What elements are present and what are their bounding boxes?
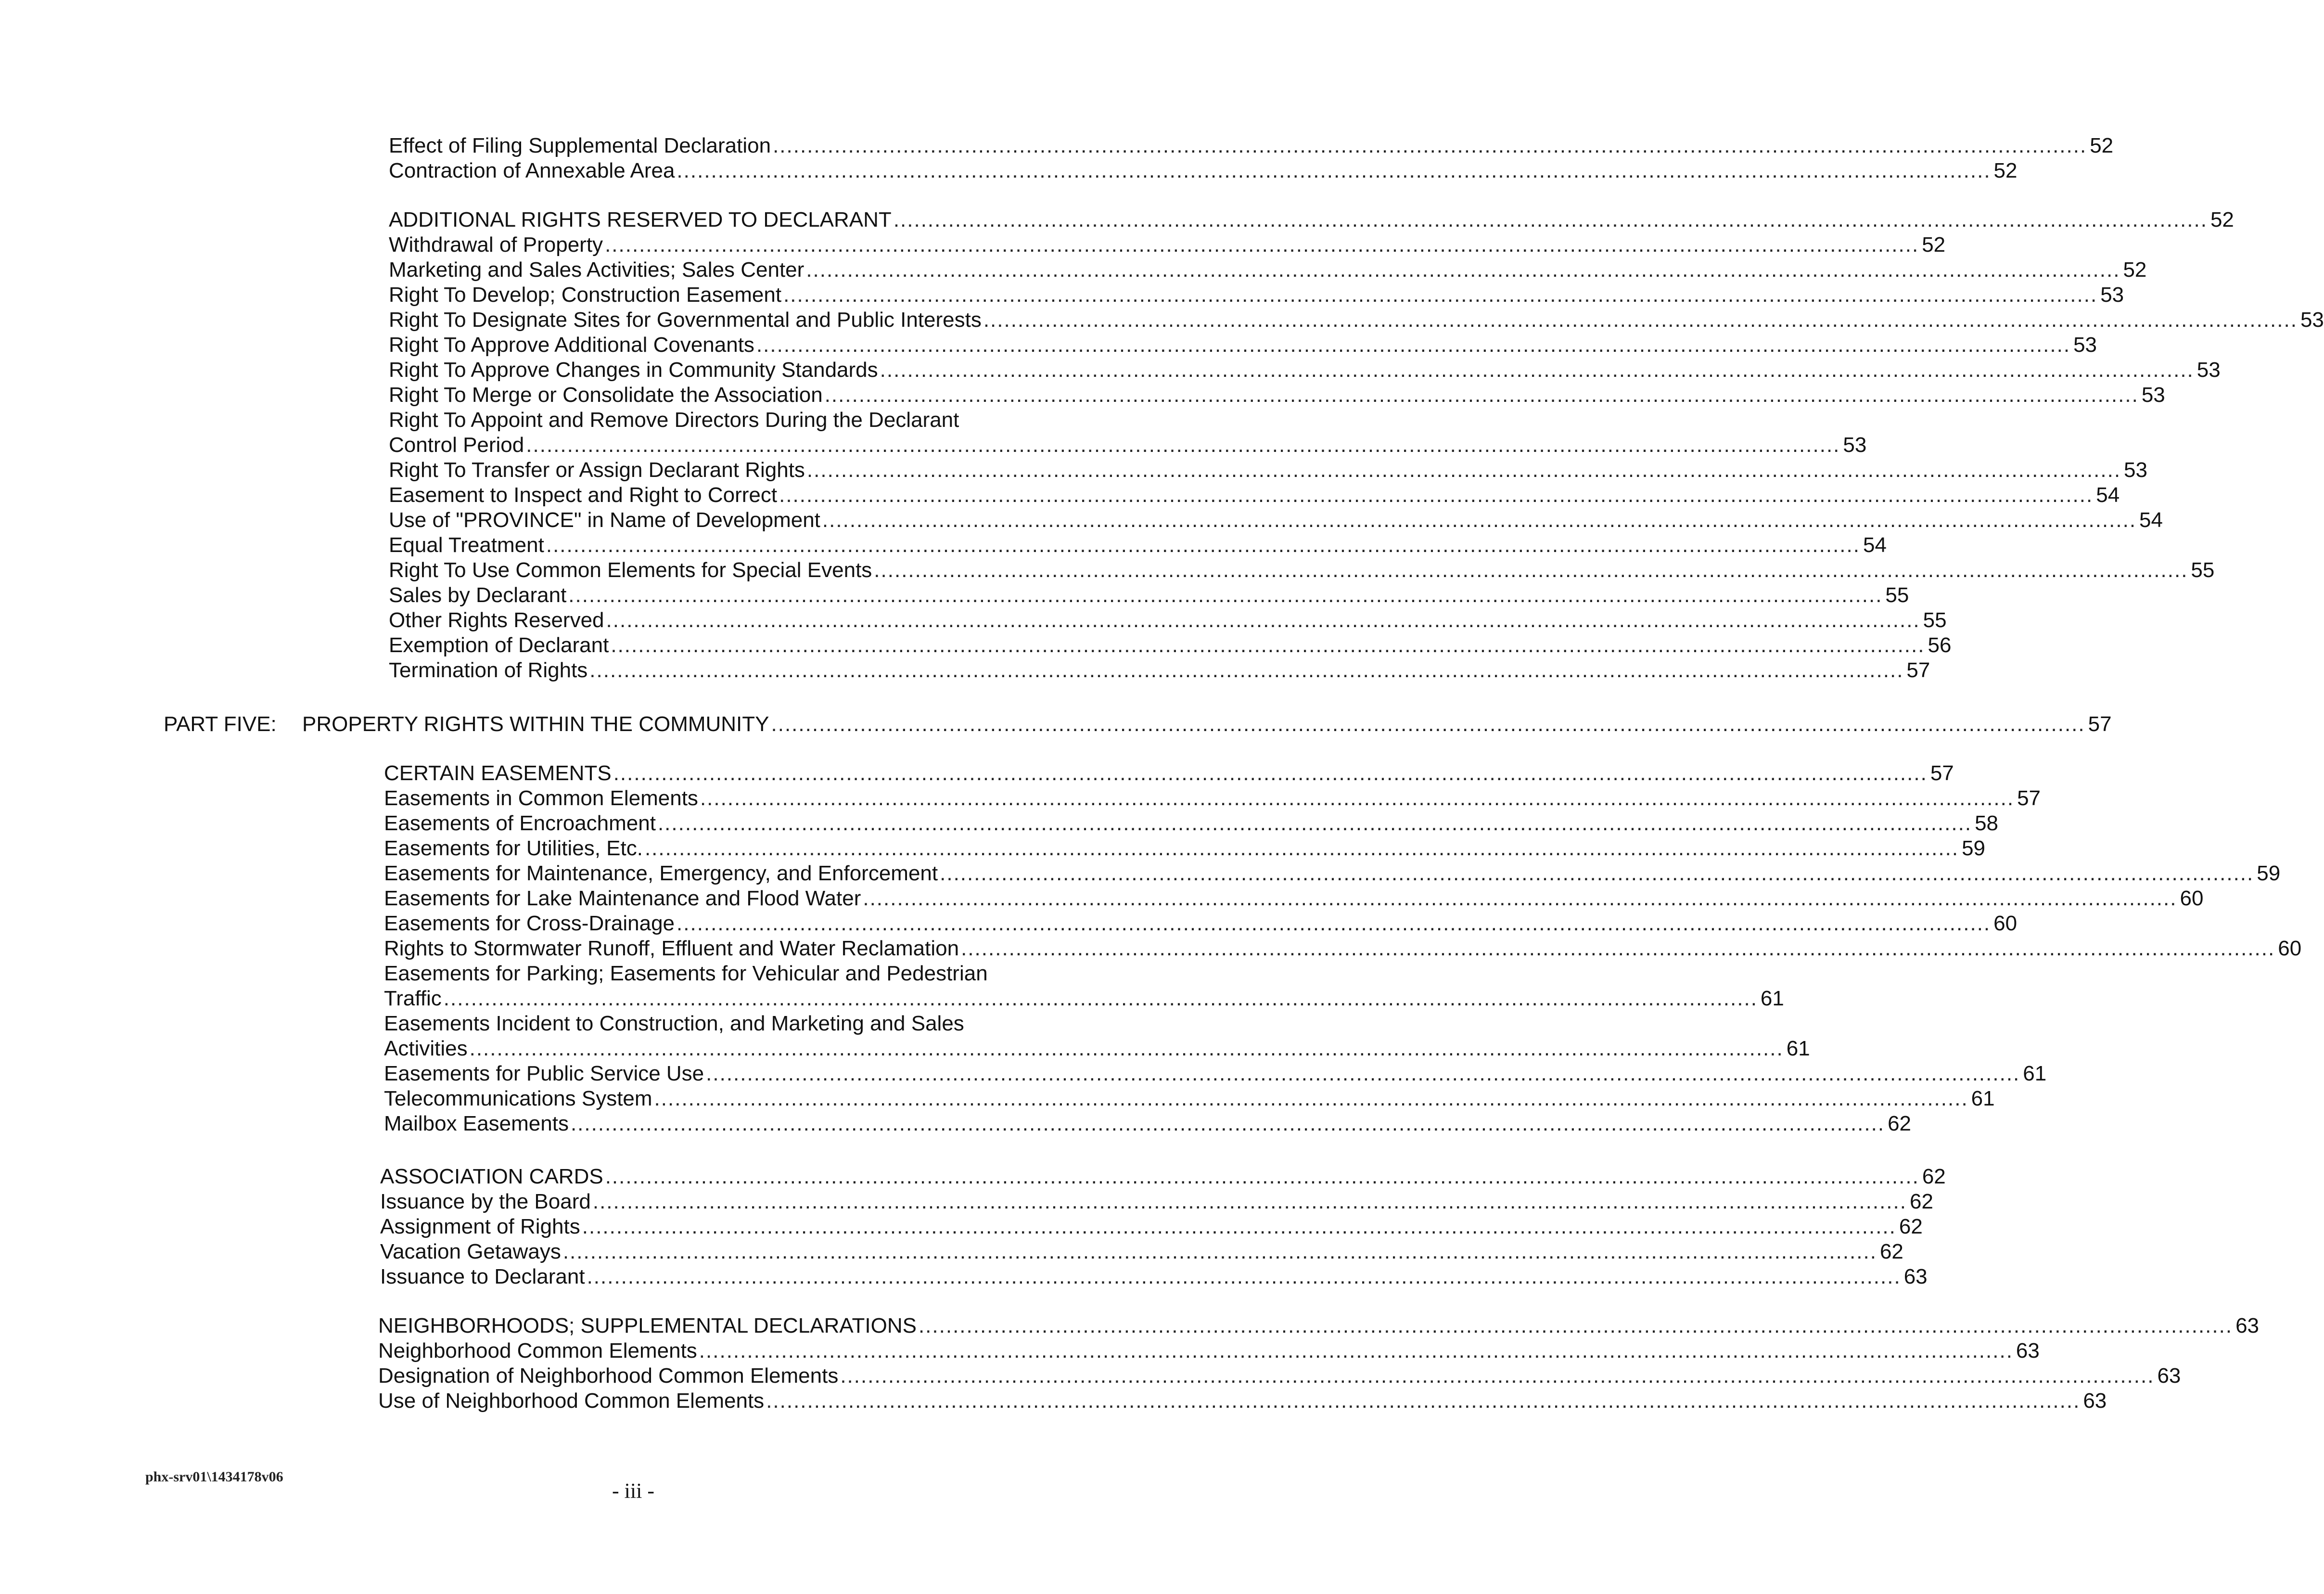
toc-page: 53 (1843, 433, 1867, 457)
toc-entry-line (378, 1363, 2181, 1389)
toc-page: 57 (1906, 658, 1930, 682)
toc-page: 61 (1786, 1037, 1810, 1060)
dot-leader: ................................................................................................................................................................................................ (766, 1389, 2081, 1413)
toc-title: Easement to Inspect and Right to Correct (389, 483, 778, 507)
dot-leader: ................................................................................................................................................................................................ (961, 937, 2275, 960)
toc-page: 60 (2278, 937, 2302, 960)
dot-leader: ................................................................................................................................................................................................ (773, 134, 2087, 157)
toc-title: Control Period (389, 433, 524, 457)
toc-page: 52 (1993, 159, 2018, 182)
dot-leader: ................................................................................................................................................................................................ (443, 987, 1758, 1010)
toc-entry-line (384, 861, 2281, 887)
toc-title: Right To Approve Additional Covenants (389, 333, 754, 357)
toc-part-label: PART FIVE: (164, 712, 277, 736)
toc-title: Equal Treatment (389, 533, 544, 557)
toc-entry-line (384, 986, 1784, 1012)
toc-entry-line (389, 357, 2221, 383)
toc-title: Easements for Utilities, Etc. (384, 836, 643, 860)
toc-title: Withdrawal of Property (389, 233, 603, 257)
toc-entry-line (384, 760, 1954, 786)
toc-page: 62 (1879, 1240, 1903, 1263)
toc-page: 60 (2180, 887, 2204, 910)
document-id: phx-srv01\1434178v06 (145, 1469, 283, 1485)
toc-title: Issuance by the Board (380, 1190, 591, 1213)
toc-page: 54 (2139, 508, 2163, 532)
toc-entry-line (389, 232, 1946, 258)
toc-page: 56 (1928, 633, 1952, 657)
toc-page: 54 (2096, 483, 2120, 507)
toc-entry-line (384, 911, 2018, 937)
toc-title: Right To Merge or Consolidate the Association (389, 383, 823, 407)
toc-entry-line (380, 1214, 1923, 1240)
dot-leader: ................................................................................................................................................................................................ (771, 712, 2085, 736)
dot-leader: ................................................................................................................................................................................................ (806, 258, 2120, 282)
toc-page: 61 (2023, 1062, 2047, 1085)
toc-entry-line (389, 207, 2234, 233)
toc-title: CERTAIN EASEMENTS (384, 761, 612, 785)
toc-entry-line (389, 257, 2147, 283)
dot-leader: ................................................................................................................................................................................................ (605, 233, 1919, 257)
toc-page: 61 (1760, 987, 1784, 1010)
toc-page: 53 (2073, 333, 2097, 357)
dot-leader: ................................................................................................................................................................................................ (589, 658, 1904, 682)
toc-entry-line (384, 1061, 2047, 1087)
toc-title: Neighborhood Common Elements (378, 1339, 697, 1363)
dot-leader: ................................................................................................................................................................................................ (706, 1062, 2020, 1085)
toc-entry-line (384, 836, 1986, 861)
dot-leader: ................................................................................................................................................................................................ (783, 283, 2098, 307)
toc-title: Use of "PROVINCE" in Name of Development (389, 508, 820, 532)
dot-leader: ................................................................................................................................................................................................ (582, 1215, 1896, 1238)
toc-page: 55 (1885, 583, 1909, 607)
toc-title: Effect of Filing Supplemental Declaration (389, 134, 771, 157)
toc-entry-line (384, 1036, 1810, 1062)
toc-page: 54 (1863, 533, 1887, 557)
toc-entry-line (380, 1189, 1933, 1215)
toc-title-line1: Easements for Parking; Easements for Vehicular and Pedestrian (384, 962, 988, 985)
toc-page: 60 (1993, 912, 2018, 935)
toc-title: Easements for Public Service Use (384, 1062, 704, 1085)
toc-entry-line (389, 532, 1887, 558)
toc-entry-line (389, 507, 2163, 533)
toc-entry-line (384, 785, 2041, 811)
dot-leader: ................................................................................................................................................................................................ (605, 1165, 1919, 1188)
dot-leader: ................................................................................................................................................................................................ (469, 1037, 1784, 1060)
dot-leader: ................................................................................................................................................................................................ (677, 159, 1991, 182)
toc-title: Easements of Encroachment (384, 811, 656, 835)
dot-leader: ................................................................................................................................................................................................ (613, 761, 1928, 785)
toc-entry-line (384, 1086, 1995, 1112)
toc-title: Contraction of Annexable Area (389, 159, 675, 182)
toc-title: ADDITIONAL RIGHTS RESERVED TO DECLARANT (389, 208, 892, 231)
dot-leader: ................................................................................................................................................................................................ (756, 333, 2071, 357)
toc-page: 62 (1899, 1215, 1923, 1238)
dot-leader: ................................................................................................................................................................................................ (677, 912, 1991, 935)
toc-page: 62 (1909, 1190, 1933, 1213)
dot-leader: ................................................................................................................................................................................................ (940, 861, 2254, 885)
toc-title: Right To Approve Changes in Community Standards (389, 358, 878, 382)
toc-page: 53 (2300, 308, 2324, 332)
toc-page: 53 (2196, 358, 2221, 382)
toc-entry-line (378, 1388, 2107, 1414)
toc-entry-line (389, 382, 2165, 408)
toc-entry-line (389, 332, 2097, 358)
toc-entry-line (384, 1111, 1912, 1137)
toc-title: Easements for Cross-Drainage (384, 912, 675, 935)
toc-title-line1: Easements Incident to Construction, and Marketing and Sales (384, 1012, 964, 1035)
dot-leader: ................................................................................................................................................................................................ (863, 887, 2177, 910)
toc-page: 59 (1962, 836, 1986, 860)
toc-page: 62 (1888, 1112, 1912, 1135)
toc-title: NEIGHBORHOODS; SUPPLEMENTAL DECLARATIONS (378, 1314, 917, 1337)
toc-entry-line (389, 607, 1947, 633)
toc-page: 57 (2017, 786, 2041, 810)
toc-title: Activities (384, 1037, 468, 1060)
dot-leader: ................................................................................................................................................................................................ (806, 458, 2121, 482)
dot-leader: ................................................................................................................................................................................................ (893, 208, 2208, 231)
dot-leader: ................................................................................................................................................................................................ (824, 383, 2139, 407)
toc-title: Easements in Common Elements (384, 786, 698, 810)
toc-entry-line (384, 886, 2204, 912)
dot-leader: ................................................................................................................................................................................................ (983, 308, 2298, 332)
toc-page: 52 (2090, 134, 2114, 157)
dot-leader: ................................................................................................................................................................................................ (592, 1190, 1907, 1213)
toc-page: 52 (1922, 233, 1946, 257)
toc-entry-line (384, 810, 1999, 836)
toc-page: 55 (2191, 558, 2215, 582)
toc-entry-line (380, 1264, 1928, 1290)
dot-leader: ................................................................................................................................................................................................ (779, 483, 2094, 507)
toc-page: 53 (2124, 458, 2147, 482)
toc-entry-line (389, 557, 2215, 583)
toc-title: Designation of Neighborhood Common Elements (378, 1364, 839, 1388)
toc-entry-line (389, 432, 1867, 458)
page-number: - iii - (612, 1479, 654, 1503)
toc-title: Sales by Declarant (389, 583, 567, 607)
toc-title: Traffic (384, 987, 442, 1010)
toc-page: 63 (2157, 1364, 2181, 1388)
dot-leader: ................................................................................................................................................................................................ (611, 633, 1925, 657)
toc-page: 52 (2123, 258, 2147, 282)
toc-entry-line (389, 158, 2018, 184)
toc-page: 59 (2257, 861, 2281, 885)
dot-leader: ................................................................................................................................................................................................ (657, 811, 1972, 835)
toc-entry-line (389, 282, 2124, 308)
toc-page: 63 (2083, 1389, 2107, 1413)
toc-title: Telecommunications System (384, 1087, 652, 1110)
toc-title: Exemption of Declarant (389, 633, 609, 657)
dot-leader: ................................................................................................................................................................................................ (874, 558, 2188, 582)
toc-page: 63 (1903, 1265, 1928, 1288)
toc-title-line1: Right To Appoint and Remove Directors During the Declarant (389, 408, 959, 432)
dot-leader: ................................................................................................................................................................................................ (587, 1265, 1901, 1288)
dot-leader: ................................................................................................................................................................................................ (880, 358, 2194, 382)
dot-leader: ................................................................................................................................................................................................ (644, 836, 1959, 860)
toc-entry-line (384, 936, 2302, 962)
dot-leader: ................................................................................................................................................................................................ (822, 508, 2137, 532)
toc-title: ASSOCIATION CARDS (380, 1165, 603, 1188)
toc-title: Issuance to Declarant (380, 1265, 585, 1288)
toc-title: Right To Use Common Elements for Special Events (389, 558, 872, 582)
dot-leader: ................................................................................................................................................................................................ (570, 1112, 1885, 1135)
toc-entry-line (380, 1164, 1946, 1190)
toc-entry-line (389, 482, 2120, 508)
dot-leader: ................................................................................................................................................................................................ (526, 433, 1840, 457)
toc-page: 61 (1971, 1087, 1995, 1110)
dot-leader: ................................................................................................................................................................................................ (562, 1240, 1877, 1263)
toc-entry-line (389, 657, 1930, 683)
toc-title: Other Rights Reserved (389, 608, 604, 632)
toc-entry-line (389, 133, 2114, 159)
toc-title: Right To Develop; Construction Easement (389, 283, 782, 307)
toc-page: 52 (2210, 208, 2234, 231)
toc-title: Easements for Lake Maintenance and Flood Water (384, 887, 861, 910)
toc-entry-line (389, 457, 2147, 483)
toc-page: 58 (1975, 811, 1999, 835)
toc-entry-line (378, 1313, 2260, 1339)
toc-title: PROPERTY RIGHTS WITHIN THE COMMUNITY (302, 712, 769, 736)
toc-title: Easements for Maintenance, Emergency, and Enforcement (384, 861, 938, 885)
dot-leader: ................................................................................................................................................................................................ (654, 1087, 1968, 1110)
toc-entry-line (302, 711, 2112, 737)
toc-entry-line (378, 1338, 2040, 1364)
toc-title: Marketing and Sales Activities; Sales Center (389, 258, 804, 282)
dot-leader: ................................................................................................................................................................................................ (568, 583, 1883, 607)
toc-page: 57 (2088, 712, 2112, 736)
dot-leader: ................................................................................................................................................................................................ (699, 1339, 2013, 1363)
toc-page: 53 (2141, 383, 2165, 407)
toc-entry-line (389, 307, 2324, 333)
toc-title: Mailbox Easements (384, 1112, 569, 1135)
toc-title: Right To Designate Sites for Governmental and Public Interests (389, 308, 982, 332)
toc-title: Vacation Getaways (380, 1240, 561, 1263)
dot-leader: ................................................................................................................................................................................................ (606, 608, 1920, 632)
toc-page: 55 (1923, 608, 1947, 632)
toc-page: 57 (1930, 761, 1954, 785)
toc-title: Termination of Rights (389, 658, 588, 682)
toc-title: Use of Neighborhood Common Elements (378, 1389, 765, 1413)
dot-leader: ................................................................................................................................................................................................ (700, 786, 2015, 810)
toc-title: Rights to Stormwater Runoff, Effluent and Water Reclamation (384, 937, 959, 960)
toc-page: 63 (2235, 1314, 2260, 1337)
toc-entry-line (389, 582, 1909, 608)
dot-leader: ................................................................................................................................................................................................ (918, 1314, 2233, 1337)
dot-leader: ................................................................................................................................................................................................ (546, 533, 1860, 557)
toc-entry-line (389, 632, 1952, 658)
toc-page: 62 (1922, 1165, 1946, 1188)
toc-page: 63 (2016, 1339, 2040, 1363)
toc-title: Right To Transfer or Assign Declarant Rights (389, 458, 805, 482)
toc-title: Assignment of Rights (380, 1215, 580, 1238)
dot-leader: ................................................................................................................................................................................................ (840, 1364, 2155, 1388)
toc-entry-line (380, 1239, 1903, 1265)
toc-page: 53 (2100, 283, 2124, 307)
